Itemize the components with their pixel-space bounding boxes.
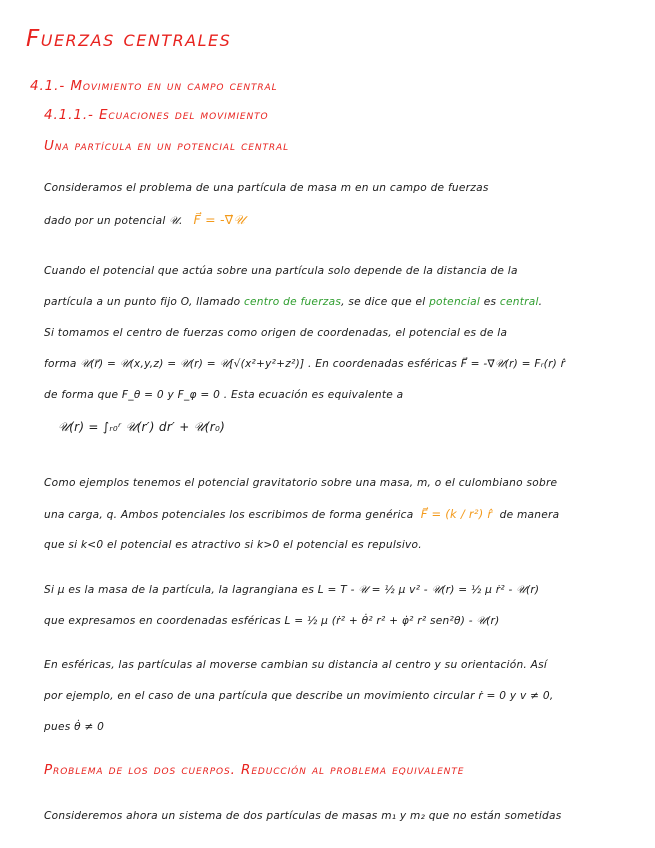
text-segment: es bbox=[483, 296, 497, 308]
text-segment: una carga, q. Ambos potenciales los escribimos de forma genérica bbox=[44, 509, 414, 521]
paragraph-3-line-1: Como ejemplos tenemos el potencial gravitatorio sobre una masa, m, o el culombiano sobre bbox=[44, 477, 558, 489]
highlight-central: central bbox=[499, 296, 539, 308]
paragraph-2-line-1: Cuando el potencial que actúa sobre una partícula solo depende de la distancia de la bbox=[44, 265, 518, 277]
paragraph-6 bbox=[44, 801, 644, 832]
text-segment: , se dice que el bbox=[341, 296, 426, 308]
subsection-heading: 4.1.1.- Ecuaciones del movimiento bbox=[44, 107, 269, 123]
paragraph-5-line-1: En esféricas, las partículas al moverse cambian su distancia al centro y su orientación. Así bbox=[44, 659, 548, 671]
paragraph-2-line-2 bbox=[44, 287, 644, 318]
section-2-heading: Problema de los dos cuerpos. Reducción al problema equivalente bbox=[44, 762, 465, 778]
highlight-centro-de-fuerzas: centro de fuerzas bbox=[243, 296, 342, 308]
paragraph-1-line-1: Consideramos el problema de una partícula de masa m en un campo de fuerzas bbox=[44, 182, 489, 194]
paragraph-6-line-1: Consideremos ahora un sistema de dos partículas de masas m₁ y m₂ que no están sometidas bbox=[44, 810, 562, 822]
paragraph-4-line-2: que expresamos en coordenadas esféricas L = ½ μ (ṙ² + θ̇² r² + φ̇² r² sen²θ) - 𝒰(r) bbox=[44, 615, 500, 627]
page-title: Fuerzas centrales bbox=[26, 26, 232, 52]
paragraph-4-line-1: Si μ es la masa de la partícula, la lagrangiana es L = T - 𝒰 = ½ μ v² - 𝒰(r) = ½ μ ṙ² - 𝒰(r) bbox=[44, 584, 540, 596]
paragraph-3-line-2 bbox=[44, 499, 644, 530]
topic-heading: Una partícula en un potencial central bbox=[44, 138, 290, 154]
paragraph-1 bbox=[44, 173, 644, 235]
highlight-potencial: potencial bbox=[429, 296, 481, 308]
text-segment: de manera bbox=[499, 509, 560, 521]
paragraph-2-line-5: de forma que F_θ = 0 y F_φ = 0 . Esta ecuación es equivalente a bbox=[44, 389, 404, 401]
paragraph-4 bbox=[44, 575, 644, 637]
paragraph-5-line-2: por ejemplo, en el caso de una partícula que describe un movimiento circular ṙ = 0 y v ≠ 0, bbox=[44, 690, 554, 702]
paragraph-3 bbox=[44, 468, 644, 561]
section-heading: 4.1.- Movimiento en un campo central bbox=[30, 78, 278, 94]
text-segment: partícula a un punto fijo O, llamado bbox=[44, 296, 241, 308]
paragraph-2-line-3: Si tomamos el centro de fuerzas como origen de coordenadas, el potencial es de la bbox=[44, 327, 508, 339]
paragraph-3-line-3: que si k<0 el potencial es atractivo si k>0 el potencial es repulsivo. bbox=[44, 539, 422, 551]
paragraph-5-line-3: pues θ̇ ≠ 0 bbox=[44, 721, 105, 733]
paragraph-5 bbox=[44, 650, 644, 743]
force-formula: F⃗ = -∇⃗𝒰 bbox=[193, 212, 245, 227]
paragraph-2 bbox=[44, 256, 644, 411]
paragraph-2-line-4: forma 𝒰(r⃗) = 𝒰(x,y,z) = 𝒰(r) = 𝒰[√(x²+y²+z²)] . En coordenadas esféricas F⃗ = -∇⃗𝒰(r) = Fᵣ(r) r̂ bbox=[44, 358, 566, 370]
generic-force-formula: F⃗ = (k / r²) r̂ bbox=[420, 507, 493, 521]
potential-text: dado por un potencial 𝒰. bbox=[44, 215, 183, 227]
paragraph-1-line-2 bbox=[44, 204, 644, 235]
text-segment: . bbox=[538, 296, 543, 308]
integral-formula: 𝒰(r) = ∫ᵣ₀ʳ 𝒰(r′) dr′ + 𝒰(r₀) bbox=[58, 420, 226, 434]
